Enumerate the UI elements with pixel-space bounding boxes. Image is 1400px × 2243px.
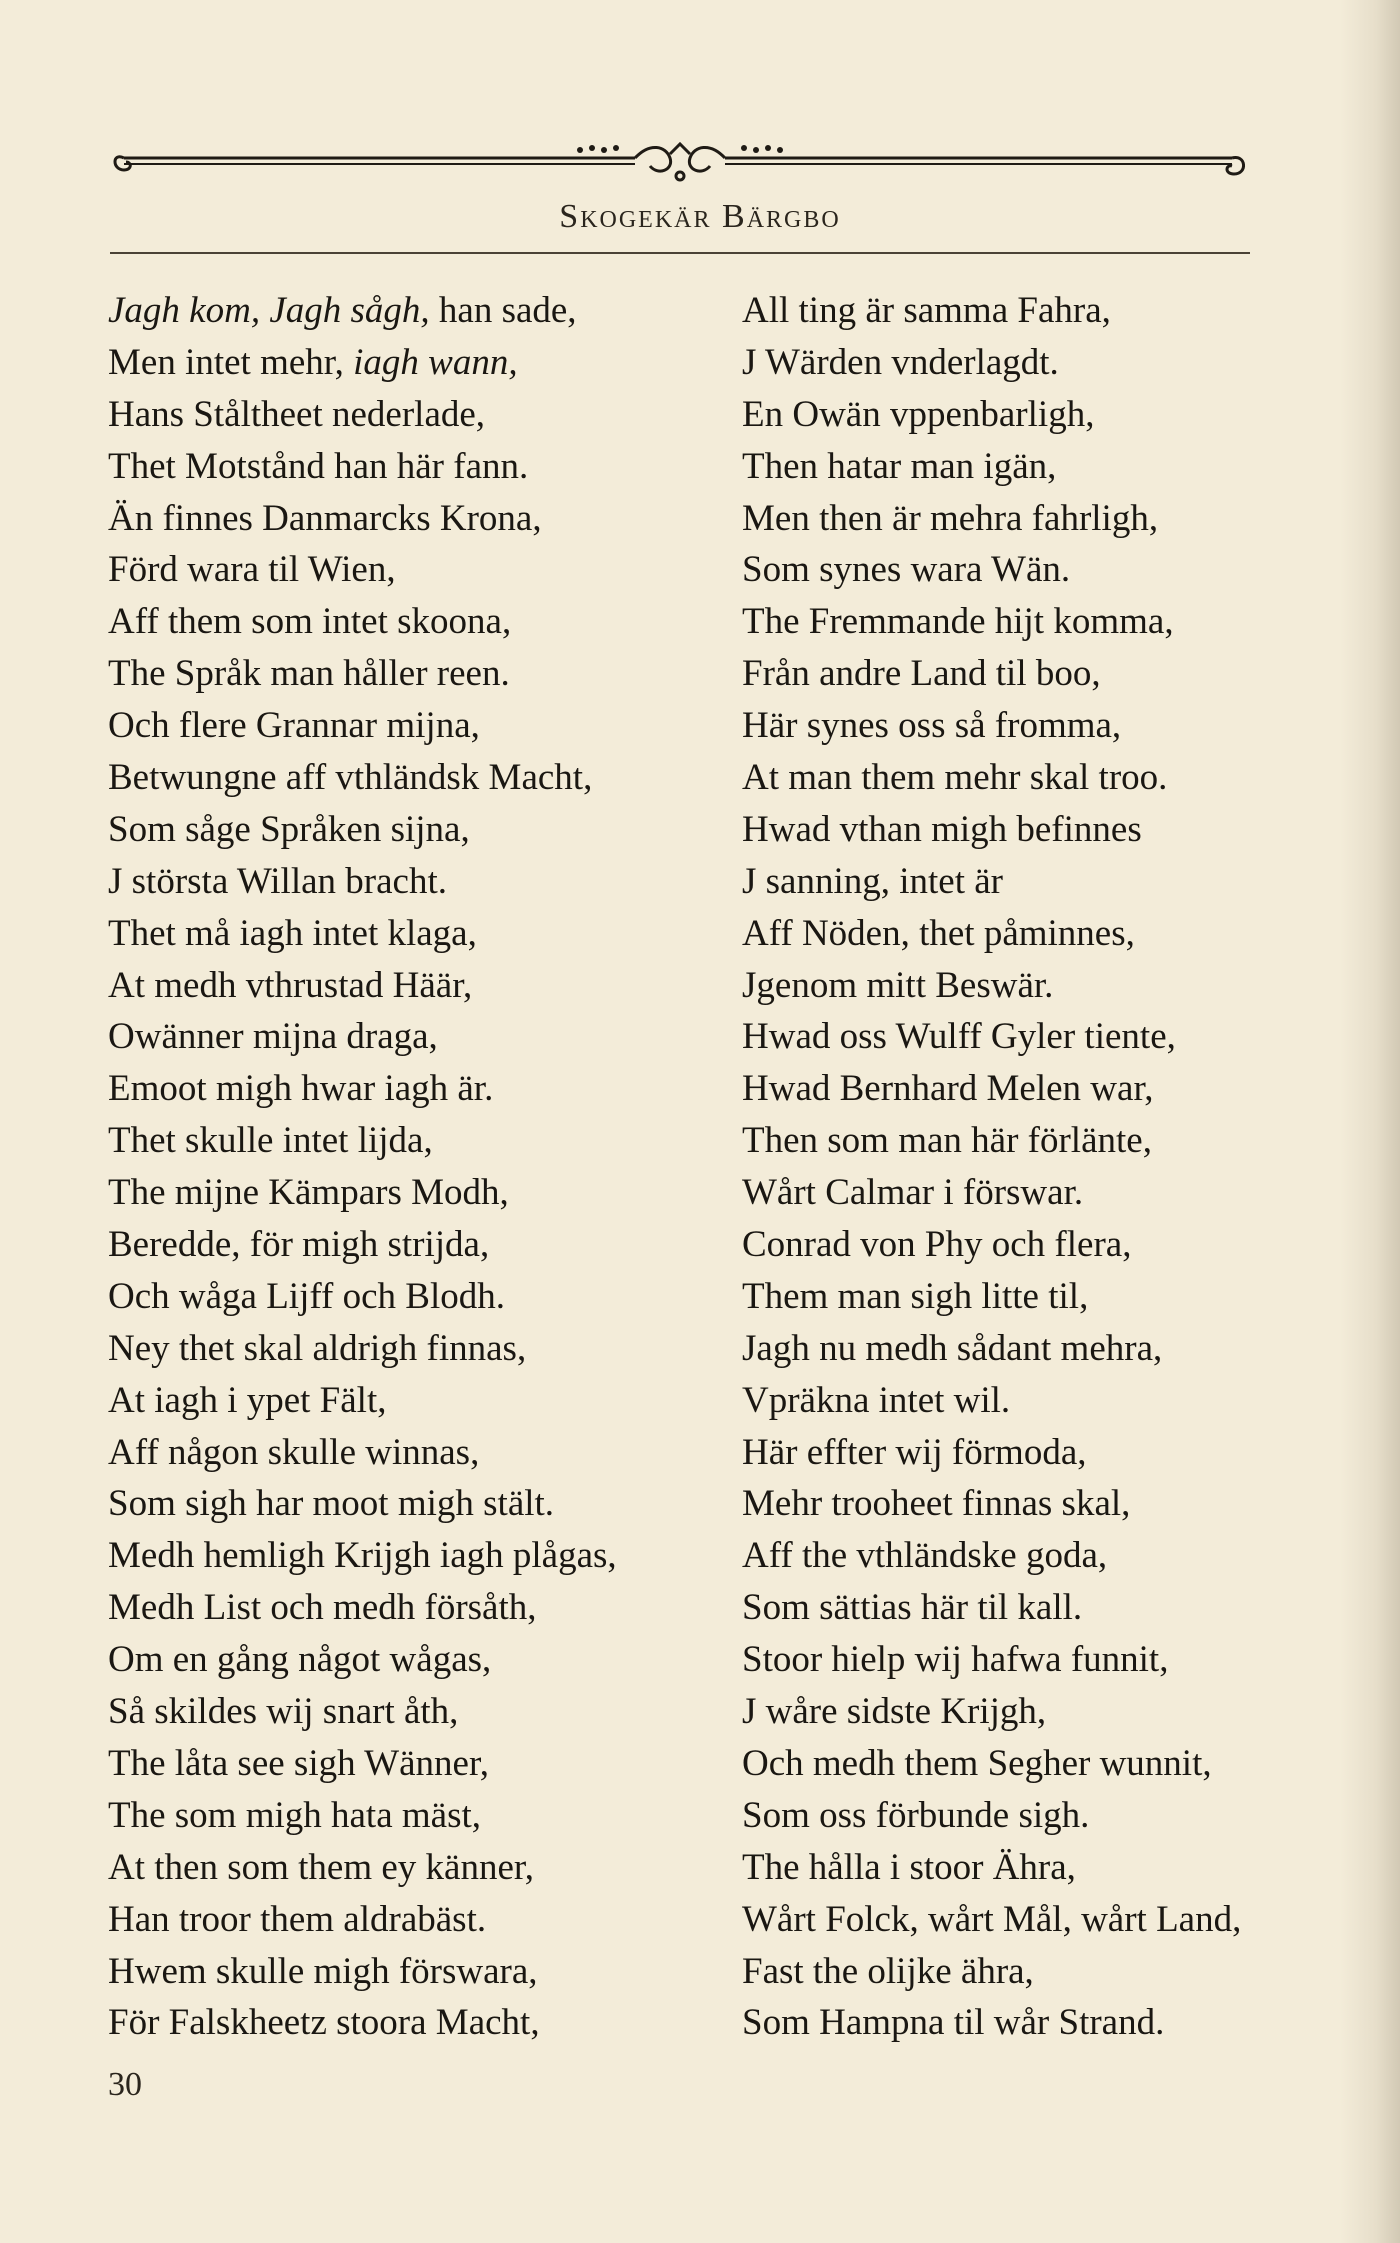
verse-line — [742, 648, 1382, 700]
verse-line — [742, 804, 1382, 856]
verse-line — [108, 596, 728, 648]
verse-line — [108, 337, 728, 389]
verse-text: Här effter wij förmoda, — [742, 1431, 1087, 1473]
verse-line — [742, 856, 1382, 908]
verse-text: Som sigh har moot migh stält. — [108, 1483, 555, 1525]
verse-text: Här synes oss så fromma, — [742, 705, 1122, 747]
verse-line — [742, 1582, 1382, 1634]
verse-line — [108, 285, 728, 337]
verse-line — [108, 1997, 728, 2049]
verse-text: Aff them som intet skoona, — [108, 601, 512, 643]
verse-line — [108, 752, 728, 804]
poem-column-right — [742, 285, 1382, 2049]
verse-text: Men then är mehra fahrligh, — [742, 497, 1159, 539]
verse-line — [108, 1946, 728, 1998]
verse-line — [742, 960, 1382, 1012]
verse-text: At man them mehr skal troo. — [742, 757, 1168, 799]
verse-line — [742, 1219, 1382, 1271]
verse-text: Emoot migh hwar iagh är. — [108, 1068, 494, 1110]
verse-line — [742, 596, 1382, 648]
verse-text: Som sättias här til kall. — [742, 1587, 1083, 1629]
verse-italic-text: Jagh kom, Jagh sågh, — [108, 290, 430, 331]
verse-italic-text: iagh wann, — [353, 341, 518, 383]
verse-line — [108, 1115, 728, 1167]
verse-line — [742, 441, 1382, 493]
verse-line — [742, 1011, 1382, 1063]
verse-text: En Owän vppenbarligh, — [742, 393, 1095, 435]
verse-line — [742, 1167, 1382, 1219]
verse-line — [742, 1427, 1382, 1479]
verse-text: Vpräkna intet wil. — [742, 1379, 1011, 1421]
verse-text: Thet må iagh intet klaga, — [108, 912, 477, 954]
verse-line — [108, 856, 728, 908]
verse-text: Thet Motstånd han här fann. — [108, 445, 529, 487]
verse-line — [742, 1946, 1382, 1998]
verse-line — [742, 1738, 1382, 1790]
verse-line — [108, 1582, 728, 1634]
verse-text: Men intet mehr, — [108, 341, 354, 383]
verse-text: J största Willan bracht. — [108, 860, 447, 902]
verse-line — [742, 908, 1382, 960]
verse-line — [108, 1686, 728, 1738]
verse-line — [742, 1842, 1382, 1894]
verse-text: Hwad vthan migh befinnes — [742, 808, 1142, 850]
verse-line — [108, 441, 728, 493]
verse-line — [108, 648, 728, 700]
verse-line — [742, 1634, 1382, 1686]
verse-text: The som migh hata mäst, — [108, 1794, 482, 1836]
verse-line — [108, 389, 728, 441]
verse-line — [108, 493, 728, 545]
verse-text: Hwem skulle migh förswara, — [108, 1950, 538, 1992]
verse-text: Som Hampna til wår Strand. — [742, 2002, 1165, 2044]
verse-text: Så skildes wij snart åth, — [108, 1691, 459, 1733]
verse-text: Stoor hielp wij hafwa funnit, — [742, 1639, 1169, 1681]
verse-line — [108, 1894, 728, 1946]
verse-line — [742, 544, 1382, 596]
verse-text: Hwad Bernhard Melen war, — [742, 1068, 1154, 1110]
verse-text: Och medh them Segher wunnit, — [742, 1742, 1212, 1784]
verse-line — [742, 700, 1382, 752]
verse-text: At iagh i ypet Fält, — [108, 1379, 387, 1421]
verse-line — [742, 1894, 1382, 1946]
running-head: Skogekär Bärgbo — [559, 198, 841, 235]
verse-line — [108, 1219, 728, 1271]
verse-text: The Fremmande hijt komma, — [742, 601, 1174, 643]
verse-line — [742, 1686, 1382, 1738]
verse-text: At medh vthrustad Häär, — [108, 964, 473, 1006]
verse-text: För Falskheetz stoora Macht, — [108, 2002, 540, 2044]
verse-line — [108, 1842, 728, 1894]
verse-line — [742, 1063, 1382, 1115]
page-number: 30 — [108, 2066, 142, 2103]
verse-text: J Wärden vnderlagdt. — [742, 341, 1059, 383]
verse-line — [108, 1323, 728, 1375]
verse-line — [742, 337, 1382, 389]
verse-text: Betwungne aff vthländsk Macht, — [108, 757, 593, 799]
verse-line — [108, 1011, 728, 1063]
verse-text: Mehr trooheet finnas skal, — [742, 1483, 1131, 1525]
verse-line — [742, 1271, 1382, 1323]
verse-text: Conrad von Phy och flera, — [742, 1224, 1132, 1266]
verse-line — [108, 1530, 728, 1582]
verse-text: The mijne Kämpars Modh, — [108, 1172, 509, 1214]
ornamental-header-rule — [110, 118, 1250, 198]
verse-text: Aff någon skulle winnas, — [108, 1431, 480, 1473]
verse-line — [108, 1738, 728, 1790]
verse-text: Som oss förbunde sigh. — [742, 1794, 1090, 1836]
verse-text: The Språk man håller reen. — [108, 653, 510, 695]
verse-line — [108, 804, 728, 856]
verse-line — [108, 960, 728, 1012]
verse-line — [108, 1478, 728, 1530]
verse-line — [742, 1530, 1382, 1582]
verse-text: han sade, — [429, 290, 577, 331]
verse-line — [108, 1790, 728, 1842]
verse-text: Hans Ståltheet nederlade, — [108, 393, 486, 435]
verse-text: Som såge Språken sijna, — [108, 808, 470, 850]
verse-text: Jgenom mitt Beswär. — [742, 964, 1054, 1006]
verse-text: Then som man här förlänte, — [742, 1120, 1152, 1162]
verse-text: Som synes wara Wän. — [742, 549, 1071, 591]
verse-line — [108, 1427, 728, 1479]
verse-text: Wårt Calmar i förswar. — [742, 1172, 1084, 1214]
verse-text: Owänner mijna draga, — [108, 1016, 438, 1058]
verse-text: Thet skulle intet lijda, — [108, 1120, 433, 1162]
verse-text: The låta see sigh Wänner, — [108, 1742, 490, 1784]
verse-text: Jagh nu medh sådant mehra, — [742, 1327, 1163, 1369]
verse-line — [742, 752, 1382, 804]
verse-text: Från andre Land til boo, — [742, 653, 1101, 695]
verse-line — [108, 1271, 728, 1323]
verse-line — [742, 1323, 1382, 1375]
verse-text: Aff Nöden, thet påminnes, — [742, 912, 1135, 954]
verse-line — [742, 1375, 1382, 1427]
verse-text: Och flere Grannar mijna, — [108, 705, 480, 747]
verse-line — [742, 285, 1382, 337]
verse-text: Om en gång något wågas, — [108, 1639, 492, 1681]
verse-line — [742, 1997, 1382, 2049]
verse-line — [108, 700, 728, 752]
verse-line — [742, 389, 1382, 441]
verse-text: Och wåga Lijff och Blodh. — [108, 1275, 505, 1317]
verse-line — [108, 1063, 728, 1115]
verse-line — [108, 1167, 728, 1219]
verse-text: Han troor them aldrabäst. — [108, 1898, 487, 1940]
verse-line — [742, 1115, 1382, 1167]
verse-text: Medh List och medh försåth, — [108, 1587, 537, 1629]
verse-text: Förd wara til Wien, — [108, 549, 396, 591]
verse-line — [108, 1375, 728, 1427]
poem-column-left — [108, 285, 728, 2049]
verse-text: Aff the vthländske goda, — [742, 1535, 1108, 1577]
verse-text: The hålla i stoor Ähra, — [742, 1846, 1076, 1888]
verse-text: Them man sigh litte til, — [742, 1275, 1089, 1317]
verse-line — [742, 1790, 1382, 1842]
verse-text: Ney thet skal aldrigh finnas, — [108, 1327, 527, 1369]
verse-text: J wåre sidste Krijgh, — [742, 1691, 1047, 1733]
verse-text: J sanning, intet är — [742, 860, 1004, 902]
verse-text: Beredde, för migh strijda, — [108, 1224, 490, 1266]
verse-text: Fast the olijke ähra, — [742, 1950, 1034, 1992]
verse-line — [108, 1634, 728, 1686]
verse-line — [742, 1478, 1382, 1530]
verse-line — [742, 493, 1382, 545]
verse-line — [108, 544, 728, 596]
verse-text: Then hatar man igän, — [742, 445, 1057, 487]
verse-text: At then som them ey känner, — [108, 1846, 534, 1888]
verse-text: Hwad oss Wulff Gyler tiente, — [742, 1016, 1176, 1058]
verse-line — [108, 908, 728, 960]
verse-text: All ting är samma Fahra, — [742, 290, 1111, 331]
header-divider — [110, 252, 1250, 254]
verse-text: Än finnes Danmarcks Krona, — [108, 497, 542, 539]
verse-text: Medh hemligh Krijgh iagh plågas, — [108, 1535, 617, 1577]
verse-text: Wårt Folck, wårt Mål, wårt Land, — [742, 1898, 1242, 1940]
